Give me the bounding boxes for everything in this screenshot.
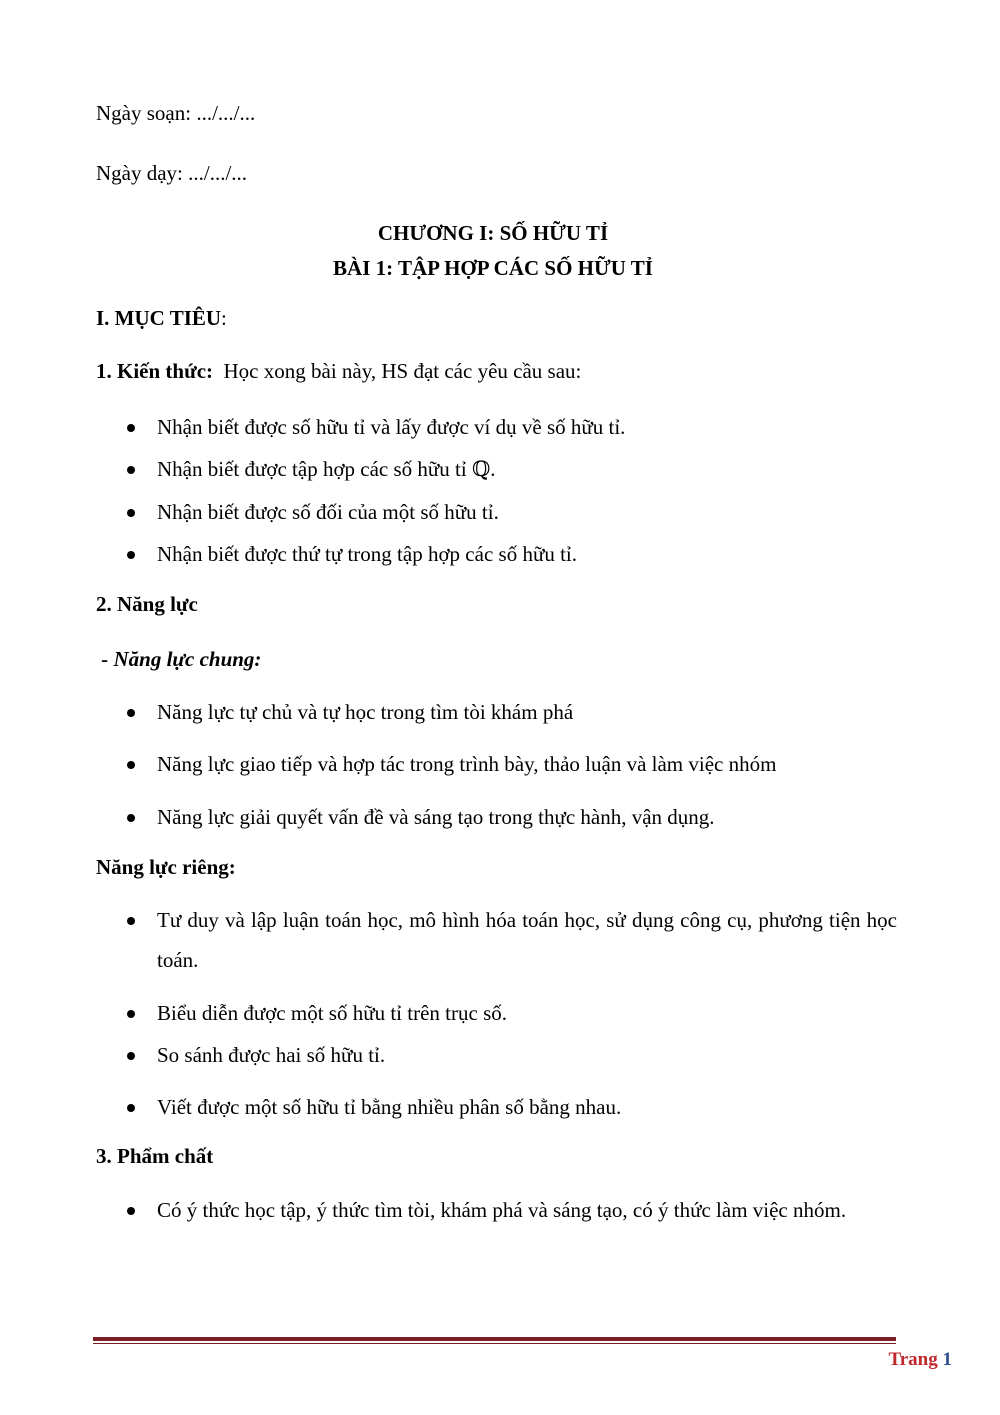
quality-heading: 3. Phẩm chất xyxy=(96,1144,214,1168)
bullet-icon xyxy=(127,466,135,474)
date-taught: Ngày dạy: .../.../... xyxy=(96,161,248,185)
lesson-title: BÀI 1: TẬP HỢP CÁC SỐ HỮU TỈ xyxy=(333,256,653,280)
objectives-heading-colon: : xyxy=(221,306,227,330)
bullet-icon xyxy=(127,709,135,717)
specific-competence-item: Tư duy và lập luận toán học, mô hình hóa toán học, sử dụng công cụ, phương tiện học toán. xyxy=(157,908,897,972)
bullet-icon xyxy=(127,1052,135,1060)
knowledge-item: Nhận biết được số hữu tỉ và lấy được ví dụ về số hữu tỉ. xyxy=(157,415,626,439)
bullet-icon xyxy=(127,1207,135,1215)
knowledge-intro: Học xong bài này, HS đạt các yêu cầu sau: xyxy=(213,359,582,383)
page-number-value: 1 xyxy=(942,1349,952,1370)
bullet-icon xyxy=(127,917,135,925)
knowledge-item: Nhận biết được tập hợp các số hữu tỉ ℚ. xyxy=(157,457,496,481)
bullet-icon xyxy=(127,1104,135,1112)
bullet-icon xyxy=(127,814,135,822)
footer-rule-thin xyxy=(93,1343,896,1344)
objectives-heading-text: I. MỤC TIÊU xyxy=(96,306,222,330)
specific-competence-item: Viết được một số hữu tỉ bằng nhiều phân số bằng nhau. xyxy=(157,1095,622,1119)
knowledge-heading xyxy=(96,361,581,382)
general-competence-item: Năng lực giao tiếp và hợp tác trong trình bày, thảo luận và làm việc nhóm xyxy=(157,752,777,776)
bullet-icon xyxy=(127,424,135,432)
bullet-icon xyxy=(127,1010,135,1018)
bullet-icon xyxy=(127,551,135,559)
knowledge-item: Nhận biết được số đối của một số hữu tỉ. xyxy=(157,500,499,524)
specific-competence-item: So sánh được hai số hữu tỉ. xyxy=(157,1043,386,1067)
footer-rule xyxy=(93,1337,896,1341)
general-competence-item: Năng lực giải quyết vấn đề và sáng tạo trong thực hành, vận dụng. xyxy=(157,805,715,829)
page-number xyxy=(888,1350,952,1369)
bullet-icon xyxy=(127,761,135,769)
knowledge-item: Nhận biết được thứ tự trong tập hợp các số hữu tỉ. xyxy=(157,542,577,566)
specific-competence-item: Biểu diễn được một số hữu tỉ trên trục số. xyxy=(157,1001,507,1025)
competence-heading: 2. Năng lực xyxy=(96,592,198,616)
page-label: Trang xyxy=(888,1349,938,1370)
objectives-heading xyxy=(96,308,227,329)
specific-competence-heading: Năng lực riêng: xyxy=(96,855,236,879)
general-competence-heading: - Năng lực chung: xyxy=(96,647,262,671)
chapter-title: CHƯƠNG I: SỐ HỮU TỈ xyxy=(377,221,609,245)
date-prepared: Ngày soạn: .../.../... xyxy=(96,101,256,125)
quality-item: Có ý thức học tập, ý thức tìm tòi, khám phá và sáng tạo, có ý thức làm việc nhóm. xyxy=(157,1198,847,1222)
general-competence-item: Năng lực tự chủ và tự học trong tìm tòi khám phá xyxy=(157,700,574,724)
bullet-icon xyxy=(127,509,135,517)
knowledge-label: 1. Kiến thức: xyxy=(96,359,214,383)
